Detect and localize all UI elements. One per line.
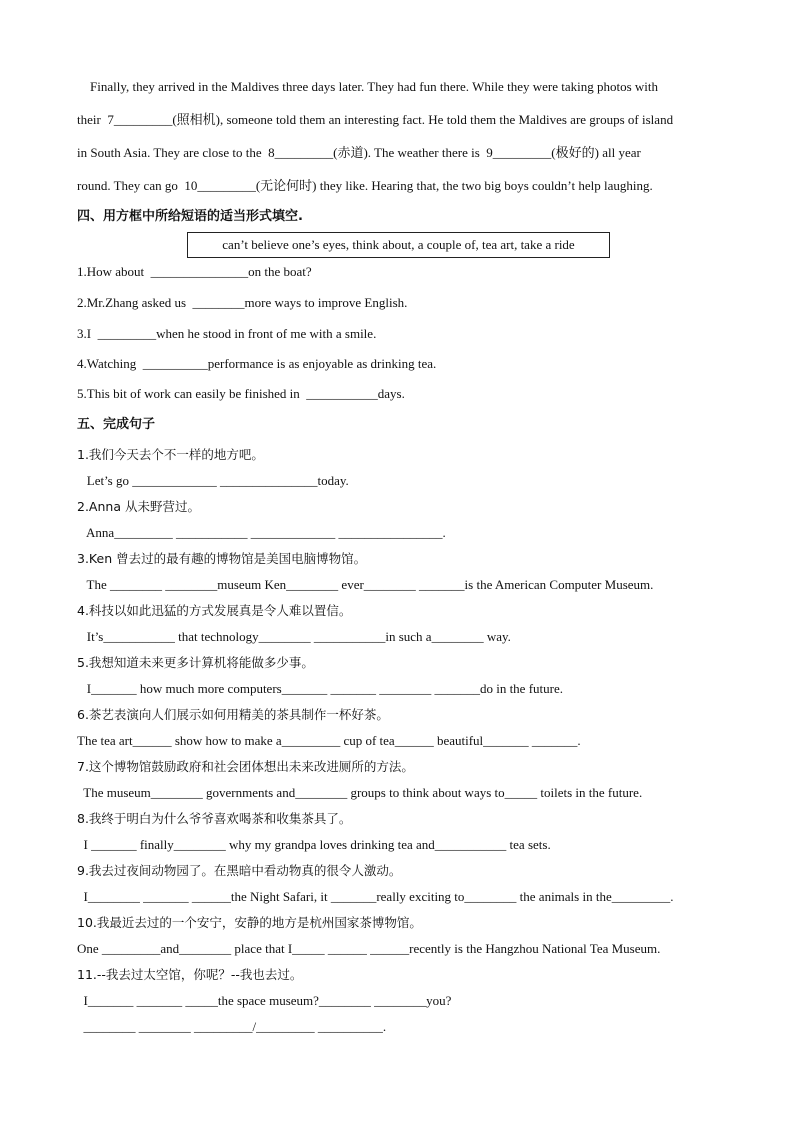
exercise-item: 3.I _________when he stood in front of me with a smile. <box>77 326 377 341</box>
sentence-blank-line: One _________and________ place that I_____ ______ ______recently is the Hangzhou National Tea Museum. <box>77 941 661 956</box>
chinese-prompt: 1.我们今天去个不一样的地方吧。 <box>77 447 264 462</box>
sentence-blank-line: ________ ________ _________/_________ __________. <box>77 1019 387 1034</box>
passage-line: Finally, they arrived in the Maldives three days later. They had fun there. While they were taking photos with <box>77 79 658 94</box>
phrase-box: can’t believe one’s eyes, think about, a couple of, tea art, take a ride <box>187 232 610 258</box>
chinese-prompt: 3.Ken 曾去过的最有趣的博物馆是美国电脑博物馆。 <box>77 551 367 566</box>
exercise-item: 5.This bit of work can easily be finished in ___________days. <box>77 386 405 401</box>
sentence-blank-line: Let’s go _____________ _______________today. <box>77 473 349 488</box>
chinese-prompt: 4.科技以如此迅猛的方式发展真是令人难以置信。 <box>77 603 352 618</box>
sentence-blank-line: Anna_________ ___________ _____________ ________________. <box>77 525 446 540</box>
exercise-item: 2.Mr.Zhang asked us ________more ways to improve English. <box>77 295 408 310</box>
section5-heading: 五、完成句子 <box>77 417 156 432</box>
chinese-prompt: 11.--我去过太空馆，你呢？--我也去过。 <box>77 967 303 982</box>
sentence-blank-line: I_______ how much more computers_______ _______ ________ _______do in the future. <box>77 681 563 696</box>
passage-line: their 7_________(照相机), someone told them an interesting fact. He told them the Maldives are groups of island <box>77 112 674 127</box>
chinese-prompt: 9.我去过夜间动物园了。在黑暗中看动物真的很令人激动。 <box>77 863 402 878</box>
passage-line: in South Asia. They are close to the 8_________(赤道). The weather there is 9_________(极好的) all year <box>77 145 641 160</box>
sentence-blank-line: The ________ ________museum Ken________ ever________ _______is the American Computer Museum. <box>77 577 654 592</box>
sentence-blank-line: The museum________ governments and________ groups to think about ways to_____ toilets in the future. <box>77 785 643 800</box>
sentence-blank-line: It’s___________ that technology________ ___________in such a________ way. <box>77 629 511 644</box>
exercise-item: 1.How about _______________on the boat? <box>77 264 312 279</box>
chinese-prompt: 10.我最近去过的一个安宁，安静的地方是杭州国家茶博物馆。 <box>77 915 422 930</box>
exercise-item: 4.Watching __________performance is as enjoyable as drinking tea. <box>77 356 437 371</box>
chinese-prompt: 6.茶艺表演向人们展示如何用精美的茶具制作一杯好茶。 <box>77 707 389 722</box>
chinese-prompt: 8.我终于明白为什么爷爷喜欢喝茶和收集茶具了。 <box>77 811 352 826</box>
chinese-prompt: 7.这个博物馆鼓励政府和社会团体想出未来改进厕所的方法。 <box>77 759 414 774</box>
sentence-blank-line: I________ _______ ______the Night Safari, it _______really exciting to________ the animals in the_________. <box>77 889 674 904</box>
sentence-blank-line: I_______ _______ _____the space museum?________ ________you? <box>77 993 452 1008</box>
chinese-prompt: 2.Anna 从未野营过。 <box>77 499 200 514</box>
passage-line: round. They can go 10_________(无论何时) they like. Hearing that, the two big boys couldn’t help laughing. <box>77 178 653 193</box>
chinese-prompt: 5.我想知道未来更多计算机将能做多少事。 <box>77 655 314 670</box>
sentence-blank-line: I _______ finally________ why my grandpa loves drinking tea and___________ tea sets. <box>77 837 551 852</box>
section4-heading: 四、用方框中所给短语的适当形式填空. <box>77 209 303 224</box>
sentence-blank-line: The tea art______ show how to make a_________ cup of tea______ beautiful_______ _______. <box>77 733 581 748</box>
